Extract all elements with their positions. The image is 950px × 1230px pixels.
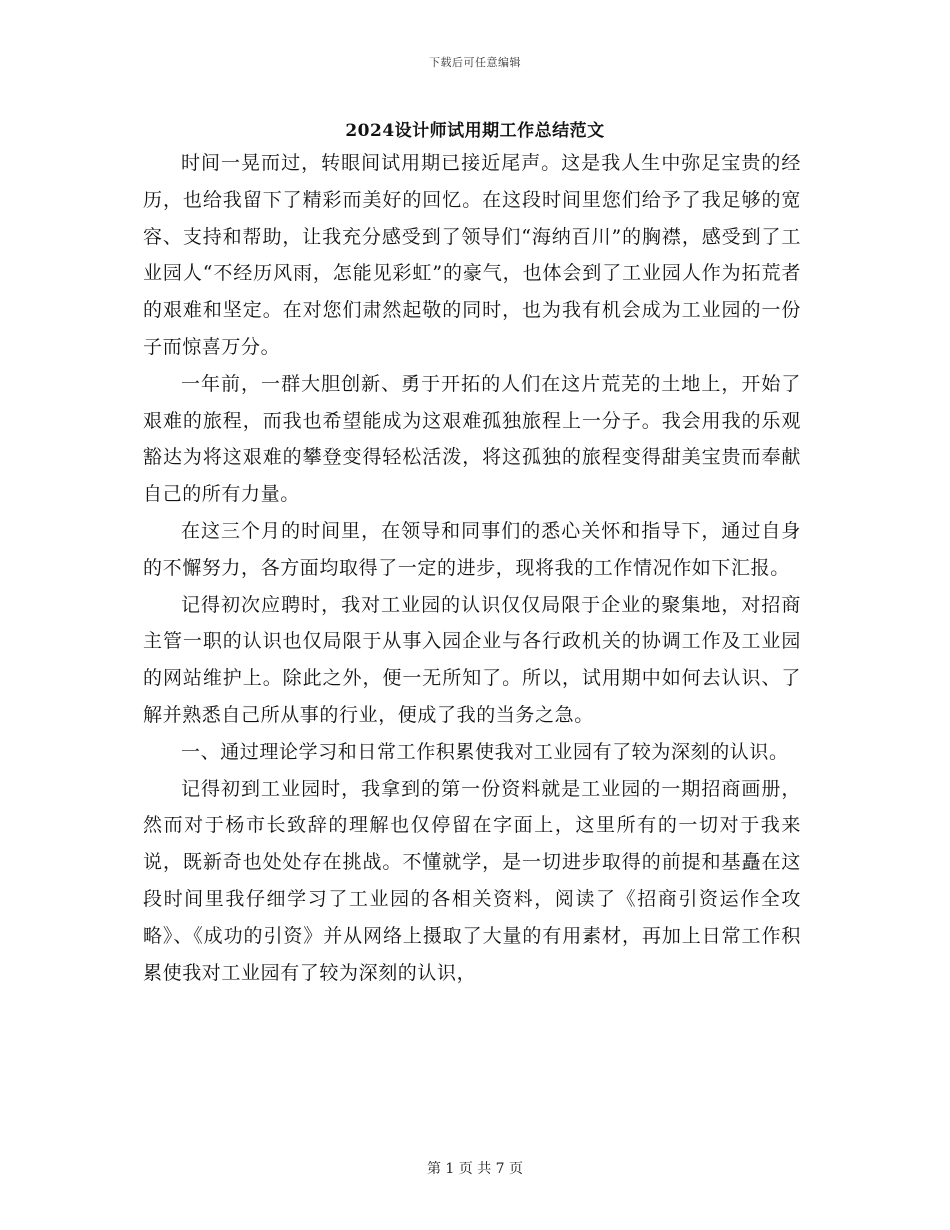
- paragraph: 时间一晃而过，转眼间试用期已接近尾声。这是我人生中弥足宝贵的经历，也给我留下了精彩而美好的回忆。在这段时间里您们给予了我足够的宽容、支持和帮助，让我充分感受到了领导们“海纳百川”的胸襟，感受到了工业园人“不经历风雨，怎能见彩虹”的豪气，也体会到了工业园人作为拓荒者的艰难和坚定。在对您们肃然起敬的同时，也为我有机会成为工业园的一份子而惊喜万分。: [143, 152, 801, 358]
- paragraph: 一年前，一群大胆创新、勇于开拓的人们在这片荒芜的土地上，开始了艰难的旅程，而我也希望能成为这艰难孤独旅程上一分子。我会用我的乐观豁达为将这艰难的攀登变得轻松活泼，将这孤独的旅程变得甜美宝贵而奉献自己的所有力量。: [143, 372, 801, 506]
- document-body: [143, 145, 801, 991]
- paragraph: 在这三个月的时间里，在领导和同事们的悉心关怀和指导下，通过自身的不懈努力，各方面均取得了一定的进步，现将我的工作情况作如下汇报。: [143, 519, 801, 579]
- paragraph: 记得初到工业园时，我拿到的第一份资料就是工业园的一期招商画册，然而对于杨市长致辞的理解也仅停留在字面上，这里所有的一切对于我来说，既新奇也处处存在挑战。不懂就学，是一切进步取得的前提和基矗在这段时间里我仔细学习了工业园的各相关资料，阅读了《招商引资运作全攻略》、《成功的引资》并从网络上摄取了大量的有用素材，再加上日常工作积累使我对工业园有了较为深刻的认识，: [143, 777, 801, 984]
- paragraph: 记得初次应聘时，我对工业园的认识仅仅局限于企业的聚集地，对招商主管一职的认识也仅局限于从事入园企业与各行政机关的协调工作及工业园的网站维护上。除此之外，便一无所知了。所以，试用期中如何去认识、了解并熟悉自己所从事的行业，便成了我的当务之急。: [143, 593, 801, 726]
- page-number-footer: 第 1 页 共 7 页: [426, 1161, 524, 1177]
- header-note: 下载后可任意编辑: [429, 56, 521, 69]
- section-heading-paragraph: 一、通过理论学习和日常工作积累使我对工业园有了较为深刻的认识。: [181, 740, 789, 763]
- document-title: 2024设计师试用期工作总结范文: [345, 121, 605, 141]
